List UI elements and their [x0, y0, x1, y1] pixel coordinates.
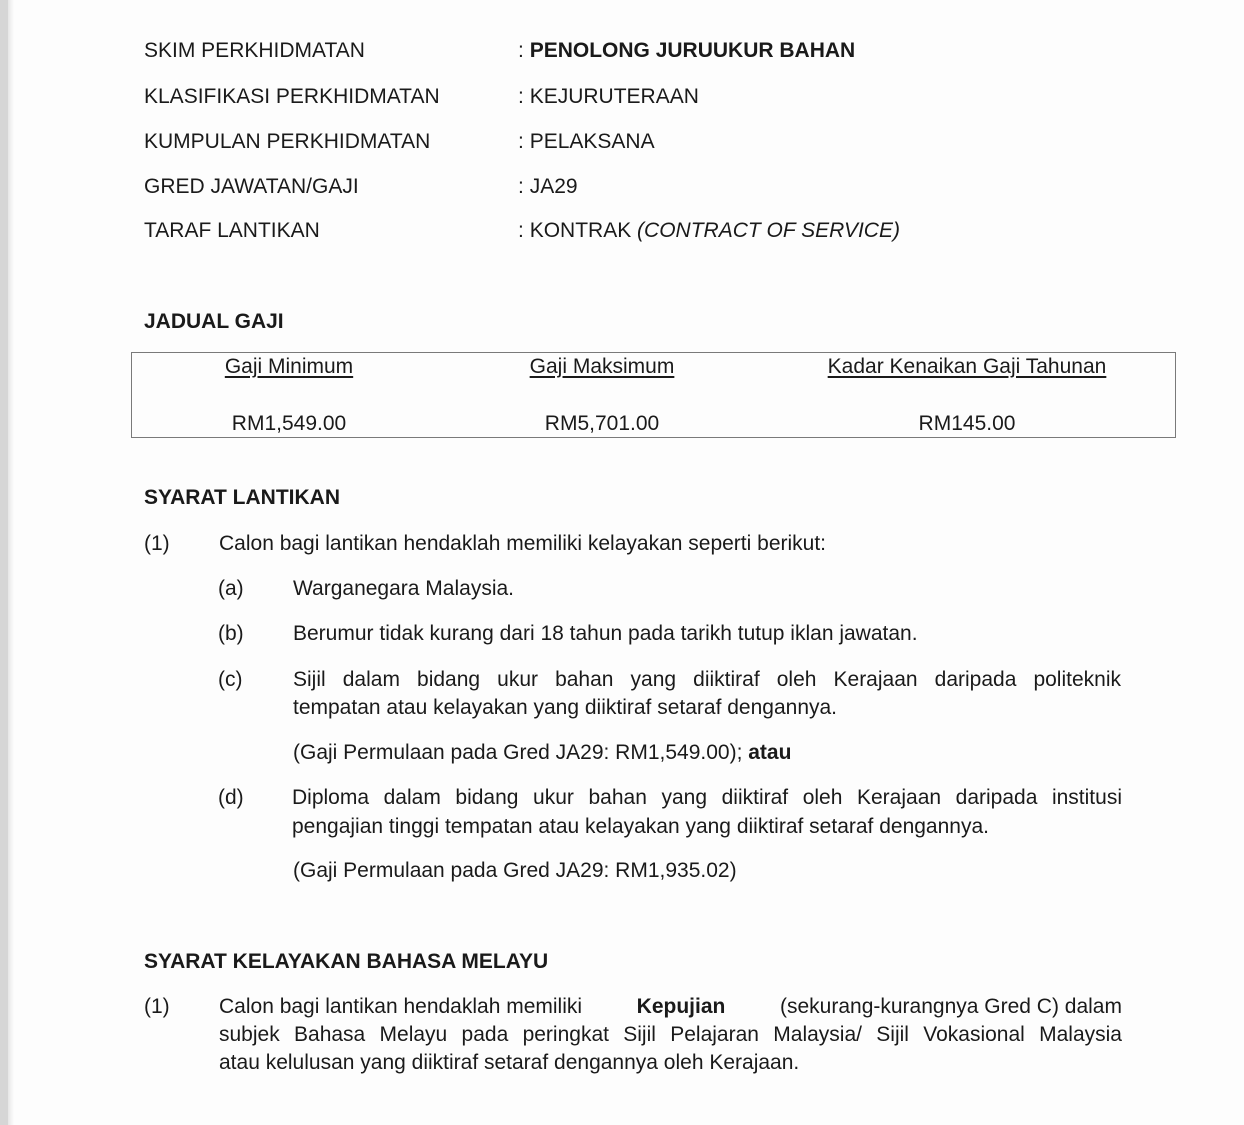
salary-value-max: RM5,701.00 [544, 412, 660, 435]
info-label-klasifikasi: KLASIFIKASI PERKHIDMATAN [144, 85, 440, 108]
colon: : [518, 130, 524, 153]
item-marker-a: (a) [218, 577, 244, 600]
taraf-value-italic: (CONTRACT OF SERVICE) [637, 219, 900, 242]
item-marker-c: (c) [218, 668, 243, 691]
item-note-d: (Gaji Permulaan pada Gred JA29: RM1,935.02) [293, 859, 737, 882]
item-marker-b: (b) [218, 622, 244, 645]
item-text-c-line2: tempatan atau kelayakan yang diiktiraf setaraf dengannya. [293, 696, 838, 719]
colon: : [518, 175, 524, 198]
info-label-skim: SKIM PERKHIDMATAN [144, 39, 365, 62]
colon: : [518, 39, 524, 62]
bahasa-line1-bold: Kepujian [636, 995, 726, 1018]
item-text-b: Berumur tidak kurang dari 18 tahun pada tarikh tutup iklan jawatan. [293, 622, 918, 645]
info-value-skim [518, 39, 855, 63]
salary-header-max: Gaji Maksimum [529, 355, 675, 378]
info-label-taraf: TARAF LANTIKAN [144, 219, 320, 242]
bahasa-line2: subjek Bahasa Melayu pada peringkat Sijil Pelajaran Malaysia/ Sijil Vokasional Malaysia [219, 1023, 1122, 1046]
taraf-value: KONTRAK [529, 219, 632, 242]
item-marker-d: (d) [218, 786, 244, 809]
section-title-syarat-bahasa: SYARAT KELAYAKAN BAHASA MELAYU [144, 950, 549, 973]
item-text-d-line1: Diploma dalam bidang ukur bahan yang diiktiraf oleh Kerajaan daripada institusi [292, 786, 1122, 809]
kumpulan-value: PELAKSANA [529, 130, 655, 153]
skim-value: PENOLONG JURUUKUR BAHAN [529, 39, 856, 62]
info-value-kumpulan [518, 130, 655, 154]
clause-number: (1) [144, 532, 170, 555]
item-note-c [293, 741, 791, 765]
info-value-taraf [518, 219, 900, 243]
info-value-gred [518, 175, 578, 199]
bahasa-line1-pre: Calon bagi lantikan hendaklah memiliki [219, 995, 583, 1018]
info-value-klasifikasi [518, 85, 699, 109]
item-text-c-line1: Sijil dalam bidang ukur bahan yang diiktiraf oleh Kerajaan daripada politeknik [293, 668, 1121, 691]
section-title-syarat-lantikan: SYARAT LANTIKAN [144, 486, 341, 509]
salary-value-increment: RM145.00 [918, 412, 1016, 435]
note-c-text: (Gaji Permulaan pada Gred JA29: RM1,549.00); [293, 741, 743, 764]
info-label-kumpulan: KUMPULAN PERKHIDMATAN [144, 130, 431, 153]
salary-header-min: Gaji Minimum [224, 355, 354, 378]
bahasa-line1 [219, 995, 1122, 1019]
salary-header-increment: Kadar Kenaikan Gaji Tahunan [827, 355, 1107, 378]
bahasa-line1-post: (sekurang-kurangnya Gred C) dalam [779, 995, 1122, 1018]
item-text-a: Warganegara Malaysia. [293, 577, 514, 600]
colon: : [518, 219, 524, 242]
klasifikasi-value: KEJURUTERAAN [529, 85, 699, 108]
clause-intro: Calon bagi lantikan hendaklah memiliki kelayakan seperti berikut: [219, 532, 827, 555]
info-label-gred: GRED JAWATAN/GAJI [144, 175, 359, 198]
item-text-d-line2: pengajian tinggi tempatan atau kelayakan yang diiktiraf setaraf dengannya. [292, 815, 989, 838]
bahasa-line3: atau kelulusan yang diiktiraf setaraf dengannya oleh Kerajaan. [219, 1051, 800, 1074]
gred-value: JA29 [529, 175, 578, 198]
note-c-atau: atau [748, 741, 792, 764]
salary-value-min: RM1,549.00 [231, 412, 347, 435]
colon: : [518, 85, 524, 108]
salary-title: JADUAL GAJI [144, 310, 284, 333]
bahasa-clause-number: (1) [144, 995, 170, 1018]
